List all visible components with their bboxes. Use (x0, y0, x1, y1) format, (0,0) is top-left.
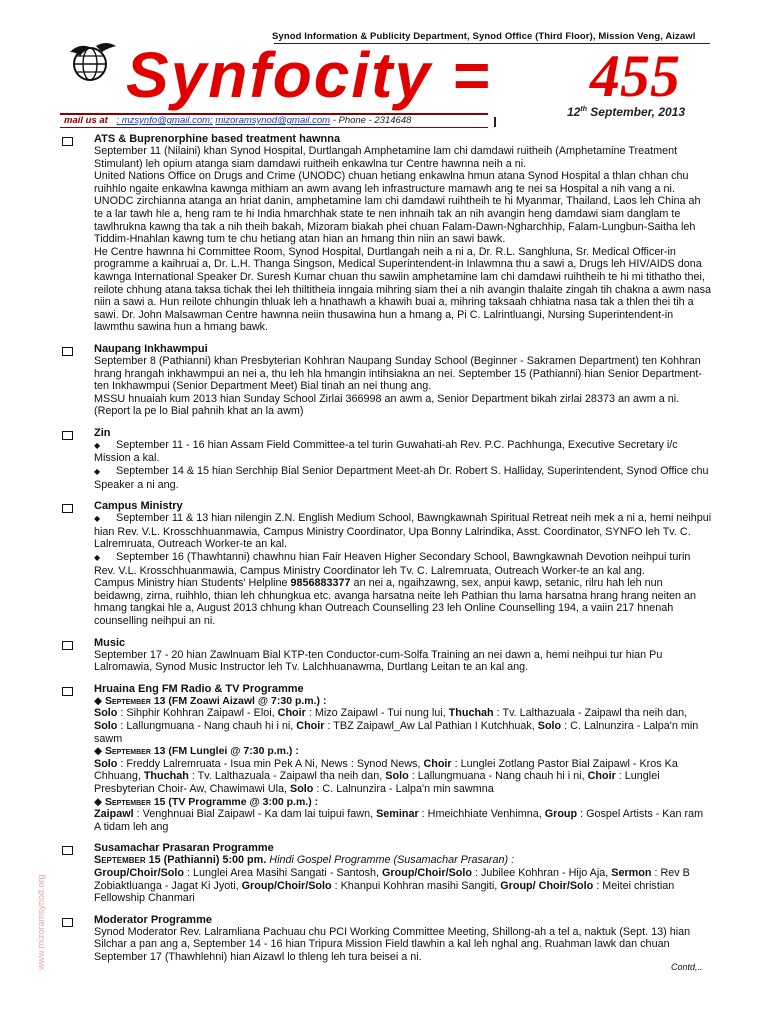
contact-bar (60, 113, 488, 128)
section-susamachar-prasaran (62, 842, 712, 904)
diamond-bullet-icon: ◆ (94, 440, 101, 450)
globe-dove-logo (66, 40, 122, 82)
section-naupang-inkhawmpui (62, 343, 712, 418)
bullet-item: ◆ September 14 & 15 hian Serchhip Bial Senior Department Meet-ah Dr. Robert S. Halliday, Superintendent, Synod Office chu Speaker a ni ang. (94, 465, 709, 491)
section-paragraph: September 17 - 20 hian Zawlnuam Bial KTP-ten Conductor-cum-Solfa Training an nei dawn a, hemi neihpui tur hian Pu Lalromawia, Synod Music Instructor leh Tv. Lalchhuanawma, Durtlang Leitan te an kal ang. (94, 648, 663, 674)
mail-label: mail us at (64, 115, 108, 126)
section-zin (62, 427, 712, 491)
section-paragraph: September 8 (Pathianni) khan Presbyterian Kohhran Naupang Sunday School (Beginner - Sakramen Department) ten Kohhran hrang hrangah inkhawmpui an nei a, thu leh hla hmangin intihsiakna an nei. September 15 (Pathianni) hian Senior Department-ten Inkhawmpui (Senior Department Meet) Bial tinah an nei thung ang. (94, 354, 703, 393)
section-paragraph: September 11 (Nilaini) khan Synod Hospital, Durtlangah Amphetamine lam chi damdawi ruitheih (Amphetamine Treatment Stimulant) leh opium atanga siam damdawi ruitheih enkawlna tur Centre hawnna neih a ni. (94, 145, 678, 170)
diamond-bullet-icon: ◆ (94, 795, 105, 808)
publication-date: 12th September, 2013 (567, 105, 686, 119)
section-title: ATS & Buprenorphine based treatment hawnna (94, 133, 341, 145)
diamond-bullet-icon: ◆ (94, 553, 101, 563)
section-title: Susamachar Prasaran Programme (94, 842, 274, 855)
masthead-title: Synfocity = (126, 39, 492, 111)
side-website-url[interactable]: www.mizoramsynod.org (36, 874, 46, 970)
issue-number: 455 (590, 43, 680, 109)
checkbox-icon (62, 846, 73, 855)
section-title: Moderator Programme (94, 913, 212, 926)
email-link-synod[interactable]: mizoramsynod@gmail.com (215, 115, 331, 126)
continued-note: Contd,.. (671, 962, 703, 972)
section-title: Campus Ministry (94, 500, 183, 513)
bar-end-mark (494, 117, 496, 127)
diamond-bullet-icon: ◆ (94, 467, 101, 477)
section-campus-ministry (62, 500, 712, 627)
section-moderator-programme (62, 914, 712, 964)
diamond-bullet-icon: ◆ (94, 694, 105, 707)
checkbox-icon (62, 504, 73, 513)
section-title: Naupang Inkhawmpui (94, 342, 208, 355)
checkbox-icon (62, 347, 73, 356)
checkbox-icon (62, 431, 73, 440)
programme-lineup: Zaipawl : Venghnuai Bial Zaipawl - Ka dam lai tuipui fawn, Seminar : Hmeichhiate Venhimna, Group : Gospel Artists - Kan ram A tidam leh ang (94, 808, 704, 833)
checkbox-icon (62, 641, 73, 650)
programme-lineup: Group/Choir/Solo : Lunglei Area Masihi Sangati - Santosh, Group/Choir/Solo : Jubilee Kohhran - Hijo Aja, Sermon : Rev B Zobiaktluanga - Jagat Ki Jyoti, Group/Choir/Solo : Khanpui Kohhran masihi Sangiti, Group/ Choir/Solo : Meitei christian Fellowship Chanmari (94, 866, 690, 905)
programme-heading: ◆ September 13 (FM Zoawi Aizawl @ 7:30 p.m.) : (94, 694, 327, 707)
programme-heading: ◆ September 13 (FM Lunglei @ 7:30 p.m.) : (94, 745, 299, 758)
programme-heading: September 15 (Pathianni) 5:00 pm. Hindi Gospel Programme (Susamachar Prasaran) : (94, 854, 515, 867)
section-paragraph: MSSU hnuaiah kum 2013 hian Sunday School Zirlai 366998 an awm a, Senior Department bikah zirlai 28373 an awm a ni. (Report la pe lo Bial pahnih khat an la awm) (94, 392, 680, 418)
programme-lineup: Solo : Freddy Lalremruata - Isua min Pek A Ni, News : Synod News, Choir : Lunglei Zotlang Pastor Bial Zaipawl - Kros Ka Chhuang, Thuchah : Tv. Lalthazuala - Zaipawl tha neih dan, Solo : Lallungmuana - Nang chauh hi i ni, Choir : Lunglei Presbyterian Choir- Aw, Chawimawi Ula, Solo : C. Lalnunzira - Lalpa'n min sawmna (94, 757, 678, 795)
phone-number: - Phone - 2314648 (332, 115, 412, 126)
helpline-number[interactable]: 9856883377 (290, 577, 351, 590)
section-title: Music (94, 636, 126, 649)
helpline-paragraph: Campus Ministry hian Students' Helpline 9856883377 an nei a, ngaihzawng, sex, anpui kawp, setanic, rilru hah leh nun beidawng, zirna, ruihhlo, thian leh chhungkua etc. avanga harsatna neite leh Pathian thu lama harsatna hrang hrang neiten an hmang tangkai hle a, August 2013 chhung khan Outreach Counselling 23 leh Online Counselling 194, a vaiin 217 hnenah counselling neihpui an ni. (94, 577, 697, 627)
email-link-synfo[interactable]: : mzsynfo@gmail.com; (116, 115, 213, 126)
checkbox-icon (62, 918, 73, 927)
checkbox-icon (62, 687, 73, 696)
bullet-item: ◆ September 16 (Thawhtanni) chawhnu hian Fair Heaven Higher Secondary School, Bawngkawnah Devotion neihpui turin Rev. V.L. Krosschhuanmawia, Campus Ministry Coordinator leh Tv. C. Lalremruata, Outreach Worker-te an kal ang. (94, 551, 691, 577)
section-fm-radio-tv (62, 683, 712, 834)
section-paragraph: Synod Moderator Rev. Lalramliana Pachuau chu PCI Working Committee Meeting, Shillong-ah a tel a, naktuk (Sept. 13) hian Silchar a pan ang a, September 14 - 16 hian Tripura Mission Field tlawhin a kal leh nghal ang. Ruahman lawk dan chuan September 17 (Thawhlehni) hian Aizawl lo thleng leh tura beisei a ni. (94, 925, 691, 963)
section-paragraph: United Nations Office on Drugs and Crime (UNODC) chuan hetiang enkawlna hmun atana Synod Hospital a thlan chhan chu ruihhlo ngaite enkawlna kawnga mithiam an awm avang leh infrastructure mamawh ang te nei sa Hospital a nih vang a ni. UNODC zirchianna atanga an hriat danin, amphetamine lam chi damdawi ruihtheih te hi Myanmar, Thailand, Laos leh China ah te a lar tawh hle a, heng ram te hi India hmarchhak state te nen inhnaih tak an nih avangin heng damdawi siam danglam te tawlhrukna kawng tha tak a nih theih bakah, Mizoram biakah phei chuan Falam-Dawn-Ngharchhip, Falam-Lungbun-Saitha leh Tiddim-Hnahlan kawng tum te chu hetiang atan hian an hmang thin niin an sawi bawk. (94, 170, 701, 246)
department-line: Synod Information & Publicity Department, Synod Office (Third Floor), Mission Veng, Aizawl (272, 31, 696, 42)
newsletter-content (62, 133, 712, 972)
diamond-bullet-icon: ◆ (94, 745, 105, 758)
section-paragraph: He Centre hawnna hi Committee Room, Synod Hospital, Durtlangah neih a ni a, Dr. R.L. Sanghluna, Sr. Medical Officer-in programme a kaihruai a, Dr. L.H. Thanga Singson, Medical Superintendent-in Inlawmna thu a sawi a, Drugs leh HIV/AIDS dona kawnga International Speaker Dr. Suresh Kumar chuan thu sawiin amphetamine lam chi damdawi ruihtheih te hi mi tithatho thei, reilote chhung atana taksa tichak thei leh thiltitheia inngaia mihring siam thei a nih avangin thalaite zingah tih chakna a awm nasa niin a sawi a. Hun reilote chhungin thluak leh a hnathawh a khawih buai a, mihring taksaah chhiatna nasa tak a thlen thei tih a sawi. Dr. John Malsawman Centre hawnna neiin thusawina hun a hmang a, Pi C. Lalrintluangi, Nursing Superintendent-in lawmthu sawina hun a hmang bawk. (94, 245, 712, 334)
section-title: Zin (94, 426, 111, 439)
section-title: Hruaina Eng FM Radio & TV Programme (94, 682, 304, 695)
diamond-bullet-icon: ◆ (94, 514, 101, 524)
bullet-item: ◆ September 11 & 13 hian nilengin Z.N. English Medium School, Bawngkawnah Spiritual Retreat neih mek a ni a, hemi neihpui hian Rev. V.L. Krosschhuanmawia, Campus Ministry Coordinator, Upa Bonny Lalrindika, Asst. Coordinator, SYNFO leh Tv. C. Lalremruata, Outreach Worker-te an kal. (94, 512, 712, 551)
bullet-item: ◆ September 11 - 16 hian Assam Field Committee-a tel turin Guwahati-ah Rev. P.C. Pachhunga, Executive Secretary i/c Mission a kal. (94, 438, 678, 465)
section-ats-treatment (62, 133, 712, 334)
programme-heading: ◆ September 15 (TV Programme @ 3:00 p.m.) : (94, 795, 319, 808)
programme-lineup: Solo : Sihphir Kohhran Zaipawl - Eloi, Choir : Mizo Zaipawl - Tui nung lui, Thuchah : Tv. Lalthazuala - Zaipawl tha neih dan, Solo : Lallungmuana - Nang chauh hi i ni, Choir : TBZ Zaipawl_Aw Lal Pathian I Kutchhuak, Solo : C. Lalnunzira - Lalpa'n min sawm (94, 707, 699, 745)
checkbox-icon (62, 137, 73, 146)
section-music (62, 637, 712, 674)
